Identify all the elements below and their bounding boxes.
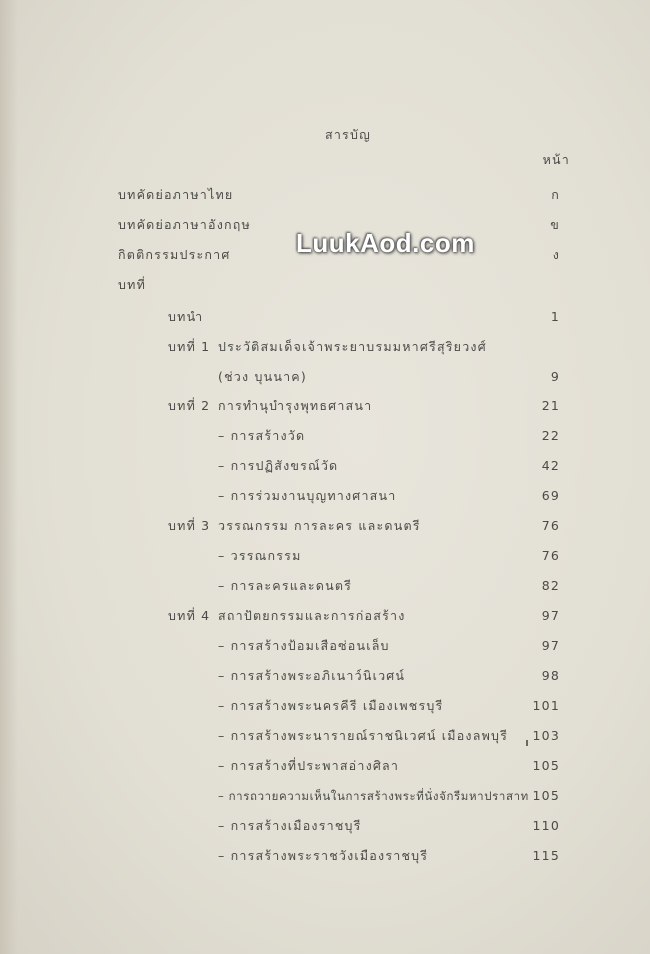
section-label: – การร่วมงานบุญทางศาสนา	[218, 488, 397, 503]
site-watermark: LuukAod.com	[296, 228, 475, 258]
section-page: 110	[532, 818, 560, 833]
section-label: – การปฏิสังขรณ์วัด	[218, 458, 339, 473]
toc-entry-label: บทคัดย่อภาษาไทย	[118, 187, 234, 202]
page-column-header: หน้า	[542, 152, 570, 167]
section-label: – การละครและดนตรี	[218, 578, 353, 593]
toc-entry-page: ก	[551, 187, 560, 202]
section-label: – การสร้างพระอภิเนาว์นิเวศน์	[218, 668, 406, 683]
page-spine-shadow	[0, 0, 18, 954]
chapter-column-heading: บทที่	[118, 277, 147, 292]
section-page: 103	[532, 728, 560, 743]
chapter-title: วรรณกรรม การละคร และดนตรี	[218, 518, 421, 533]
section-page: 22	[541, 428, 560, 443]
toc-entry-page: 21	[541, 398, 560, 413]
toc-entry-label: กิตติกรรมประกาศ	[118, 247, 231, 262]
toc-entry-page: 1	[550, 309, 560, 324]
section-label: – การสร้างพระนครคีรี เมืองเพชรบุรี	[218, 698, 444, 713]
section-page: 69	[541, 488, 560, 503]
chapter-number: บทที่ 2	[168, 398, 211, 413]
section-label: – การสร้างวัด	[218, 428, 306, 443]
section-page: 98	[541, 668, 560, 683]
section-label: – การสร้างเมืองราชบุรี	[218, 818, 362, 833]
section-label: – การสร้างพระนารายณ์ราชนิเวศน์ เมืองลพบุรี	[218, 728, 509, 743]
section-page: 76	[541, 548, 560, 563]
chapter-number: บทที่ 4	[168, 608, 211, 623]
section-page: 105	[532, 788, 560, 803]
chapter-title-continued: (ช่วง บุนนาค)	[218, 369, 307, 384]
ink-mark	[526, 740, 528, 746]
toc-entry-page: 76	[541, 518, 560, 533]
section-page: 115	[532, 848, 560, 863]
chapter-title: ประวัติสมเด็จเจ้าพระยาบรมมหาศรีสุริยวงศ์	[218, 339, 487, 354]
section-label: – การสร้างพระราชวังเมืองราชบุรี	[218, 848, 429, 863]
section-page: 105	[532, 758, 560, 773]
toc-entry-label: บทนำ	[168, 309, 204, 324]
section-label: – การถวายความเห็นในการสร้างพระที่นั่งจักรีมหาปราสาท	[218, 789, 529, 803]
section-label: – การสร้างป้อมเสือซ่อนเล็บ	[218, 638, 390, 653]
section-label: – การสร้างที่ประพาสอ่างศิลา	[218, 758, 400, 773]
toc-entry-page: ข	[550, 217, 560, 232]
chapter-title: การทำนุบำรุงพุทธศาสนา	[218, 398, 373, 413]
section-label: – วรรณกรรม	[218, 548, 302, 563]
toc-entry-page: 9	[550, 369, 560, 384]
toc-entry-page: ง	[552, 247, 560, 262]
chapter-number: บทที่ 3	[168, 518, 211, 533]
toc-entry-label: บทคัดย่อภาษาอังกฤษ	[118, 217, 251, 232]
toc-entry-page: 97	[541, 608, 560, 623]
toc-title: สารบัญ	[325, 127, 371, 142]
section-page: 97	[541, 638, 560, 653]
section-page: 82	[541, 578, 560, 593]
chapter-title: สถาปัตยกรรมและการก่อสร้าง	[218, 608, 406, 623]
section-page: 42	[541, 458, 560, 473]
chapter-number: บทที่ 1	[168, 339, 211, 354]
section-page: 101	[532, 698, 560, 713]
